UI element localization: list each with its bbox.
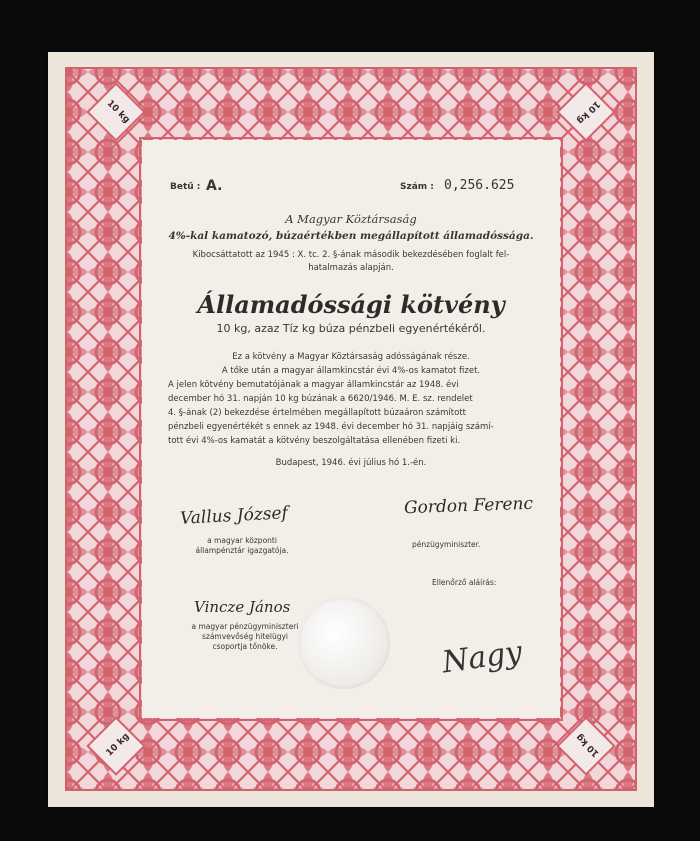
control-signature-label: Ellenőrző aláírás: [432,578,497,587]
series-label: Betű : [170,182,201,192]
signature-role-line: a magyar pénzügyminiszteri [191,622,299,631]
body-line: december hó 31. napján 10 kg búzának a 6620/1946. M. E. sz. rendelet [168,394,473,404]
control-signature: Nagy [439,634,525,681]
issuer-line-1: A Magyar Köztársaság [285,212,417,226]
signature-vincze: Vincze János [194,598,291,616]
corner-denomination-bottom-right: 10 kg [574,731,602,759]
issuer-line-2: 4%-kal kamatozó, búzaértékben megállapított államadóssága. [168,230,534,242]
embossed-seal [298,597,390,689]
series-value: A. [206,178,223,194]
signature-gordon: Gordon Ferenc [403,493,534,519]
corner-denomination-top-left: 10 kg [104,98,132,126]
number-label: Szám : [400,182,434,192]
body-line: A tőke után a magyar államkincstár évi 4%-os kamatot fizet. [221,366,481,376]
body-line: tott évi 4%-os kamatát a kötvény beszolgáltatása ellenében fizeti ki. [168,436,461,446]
body-line: pénzbeli egyenértékét s ennek az 1948. évi december hó 31. napjáig számí- [168,422,494,432]
signature-role-line: állampénztár igazgatója. [195,546,289,555]
corner-denomination-bottom-left: 10 kg [104,731,132,759]
place-date: Budapest, 1946. évi július hó 1.-én. [275,458,427,468]
legal-basis-line-1: Kibocsáttatott az 1945 : X. tc. 2. §-ának második bekezdésében foglalt fel- [192,250,510,260]
document-title: Államadóssági kötvény [197,290,505,319]
signature-role-minister: pénzügyminiszter. [412,540,481,549]
signature-role-line: számvevőség hitelügyi [201,632,288,641]
body-line: A jelen kötvény bemutatójának a magyar államkincstár az 1948. évi [168,380,459,390]
serial-number: 0,256.625 [444,178,515,193]
body-line: 4. §-ának (2) bekezdése értelmében megállapított búzaáron számított [168,408,466,418]
document-subtitle: 10 kg, azaz Tíz kg búza pénzbeli egyenértékéről. [216,322,486,335]
signature-role-line: a magyar központi [207,536,277,545]
signature-role-line: csoportja tőnöke. [212,642,278,651]
legal-basis-line-2: hatalmazás alapján. [308,263,394,273]
corner-denomination-top-right: 10 kg [574,98,602,126]
signature-vallus: Vallus József [179,503,289,529]
body-line: Ez a kötvény a Magyar Köztársaság adósságának része. [232,352,470,362]
bond-document [48,52,654,807]
